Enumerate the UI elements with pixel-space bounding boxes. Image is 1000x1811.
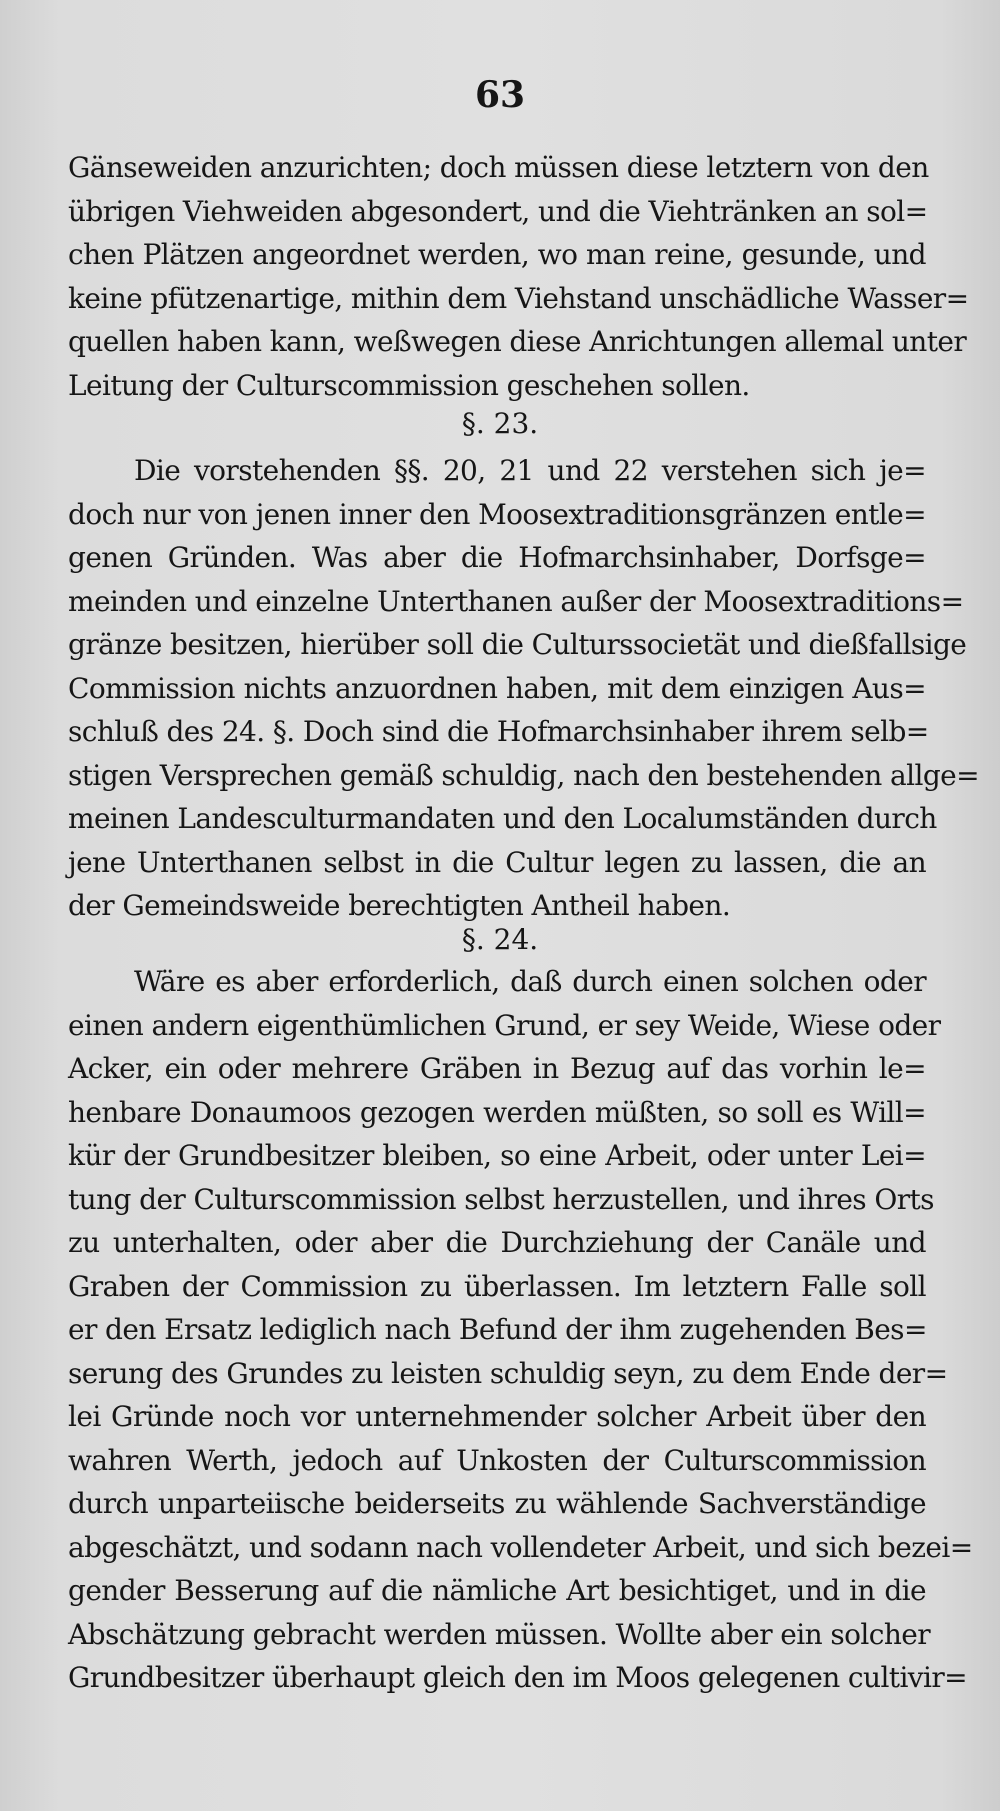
text-line: kür der Grundbesitzer bleiben, so eine Arbeit, oder unter Lei=	[68, 1139, 926, 1172]
text-line: genen Gründen. Was aber die Hofmarchsinhaber, Dorfsge=	[68, 541, 926, 574]
paragraph-1	[68, 146, 969, 407]
text-line: der Gemeindsweide berechtigten Antheil haben.	[68, 889, 731, 922]
paragraph-3	[68, 960, 973, 1700]
text-line: abgeschätzt, und sodann nach vollendeter Arbeit, und sich bezei=	[68, 1530, 973, 1564]
text-line: Graben der Commission zu überlassen. Im letztern Falle soll	[68, 1269, 926, 1303]
text-line: Acker, ein oder mehrere Gräben in Bezug auf das vorhin le=	[68, 1052, 926, 1085]
paragraph-2	[68, 449, 979, 928]
text-line: keine pfützenartige, mithin dem Viehstand unschädliche Wasser=	[68, 281, 969, 315]
text-line: Wäre es aber erforderlich, daß durch einen solchen oder	[134, 965, 926, 998]
text-line: gender Besserung auf die nämliche Art besichtiget, und in die	[68, 1574, 926, 1607]
text-line: Leitung der Culturscommission geschehen sollen.	[68, 368, 750, 402]
text-line: doch nur von jenen inner den Moosextraditionsgränzen entle=	[68, 497, 926, 531]
text-line: serung des Grundes zu leisten schuldig seyn, zu dem Ende der=	[68, 1356, 948, 1390]
text-line: einen andern eigenthümlichen Grund, er sey Weide, Wiese oder	[68, 1008, 941, 1042]
text-line: Grundbesitzer überhaupt gleich den im Moos gelegenen cultivir=	[68, 1661, 968, 1694]
text-line: meinen Landesculturmandaten und den Localumständen durch	[68, 802, 937, 835]
text-line: lei Gründe noch vor unternehmender solcher Arbeit über den	[68, 1400, 926, 1433]
text-line: chen Plätzen angeordnet werden, wo man reine, gesunde, und	[68, 238, 926, 271]
text-line: tung der Culturscommission selbst herzustellen, und ihres Orts	[68, 1182, 934, 1216]
text-line: henbare Donaumoos gezogen werden müßten, so soll es Will=	[68, 1095, 926, 1129]
text-line: stigen Versprechen gemäß schuldig, nach den bestehenden allge=	[68, 758, 979, 792]
text-line: schluß des 24. §. Doch sind die Hofmarchsinhaber ihrem selb=	[68, 715, 929, 748]
text-line: zu unterhalten, oder aber die Durchziehung der Canäle und	[68, 1226, 926, 1259]
text-line: er den Ersatz lediglich nach Befund der ihm zugehenden Bes=	[68, 1313, 927, 1346]
text-line: Gänseweiden anzurichten; doch müssen diese letztern von den	[68, 151, 929, 184]
text-line: quellen haben kann, weßwegen diese Anrichtungen allemal unter	[68, 325, 967, 358]
text-line: Die vorstehenden §§. 20, 21 und 22 verstehen sich je=	[134, 454, 926, 487]
text-line: übrigen Viehweiden abgesondert, und die Viehtränken an sol=	[68, 194, 928, 228]
page-number: 63	[474, 74, 526, 116]
text-line: meinden und einzelne Unterthanen außer der Moosextraditions=	[68, 584, 964, 618]
text-line: Commission nichts anzuordnen haben, mit dem einzigen Aus=	[68, 671, 926, 705]
text-line: Abschätzung gebracht werden müssen. Wollte aber ein solcher	[68, 1617, 931, 1651]
section-heading-24: §. 24.	[461, 923, 539, 956]
section-heading-23: §. 23.	[461, 407, 539, 440]
text-line: wahren Werth, jedoch auf Unkosten der Culturscommission	[68, 1443, 926, 1477]
text-line: durch unparteiische beiderseits zu wählende Sachverständige	[68, 1487, 926, 1520]
text-line: gränze besitzen, hierüber soll die Culturssocietät und dießfallsige	[68, 628, 967, 661]
text-line: jene Unterthanen selbst in die Cultur legen zu lassen, die an	[68, 845, 926, 879]
